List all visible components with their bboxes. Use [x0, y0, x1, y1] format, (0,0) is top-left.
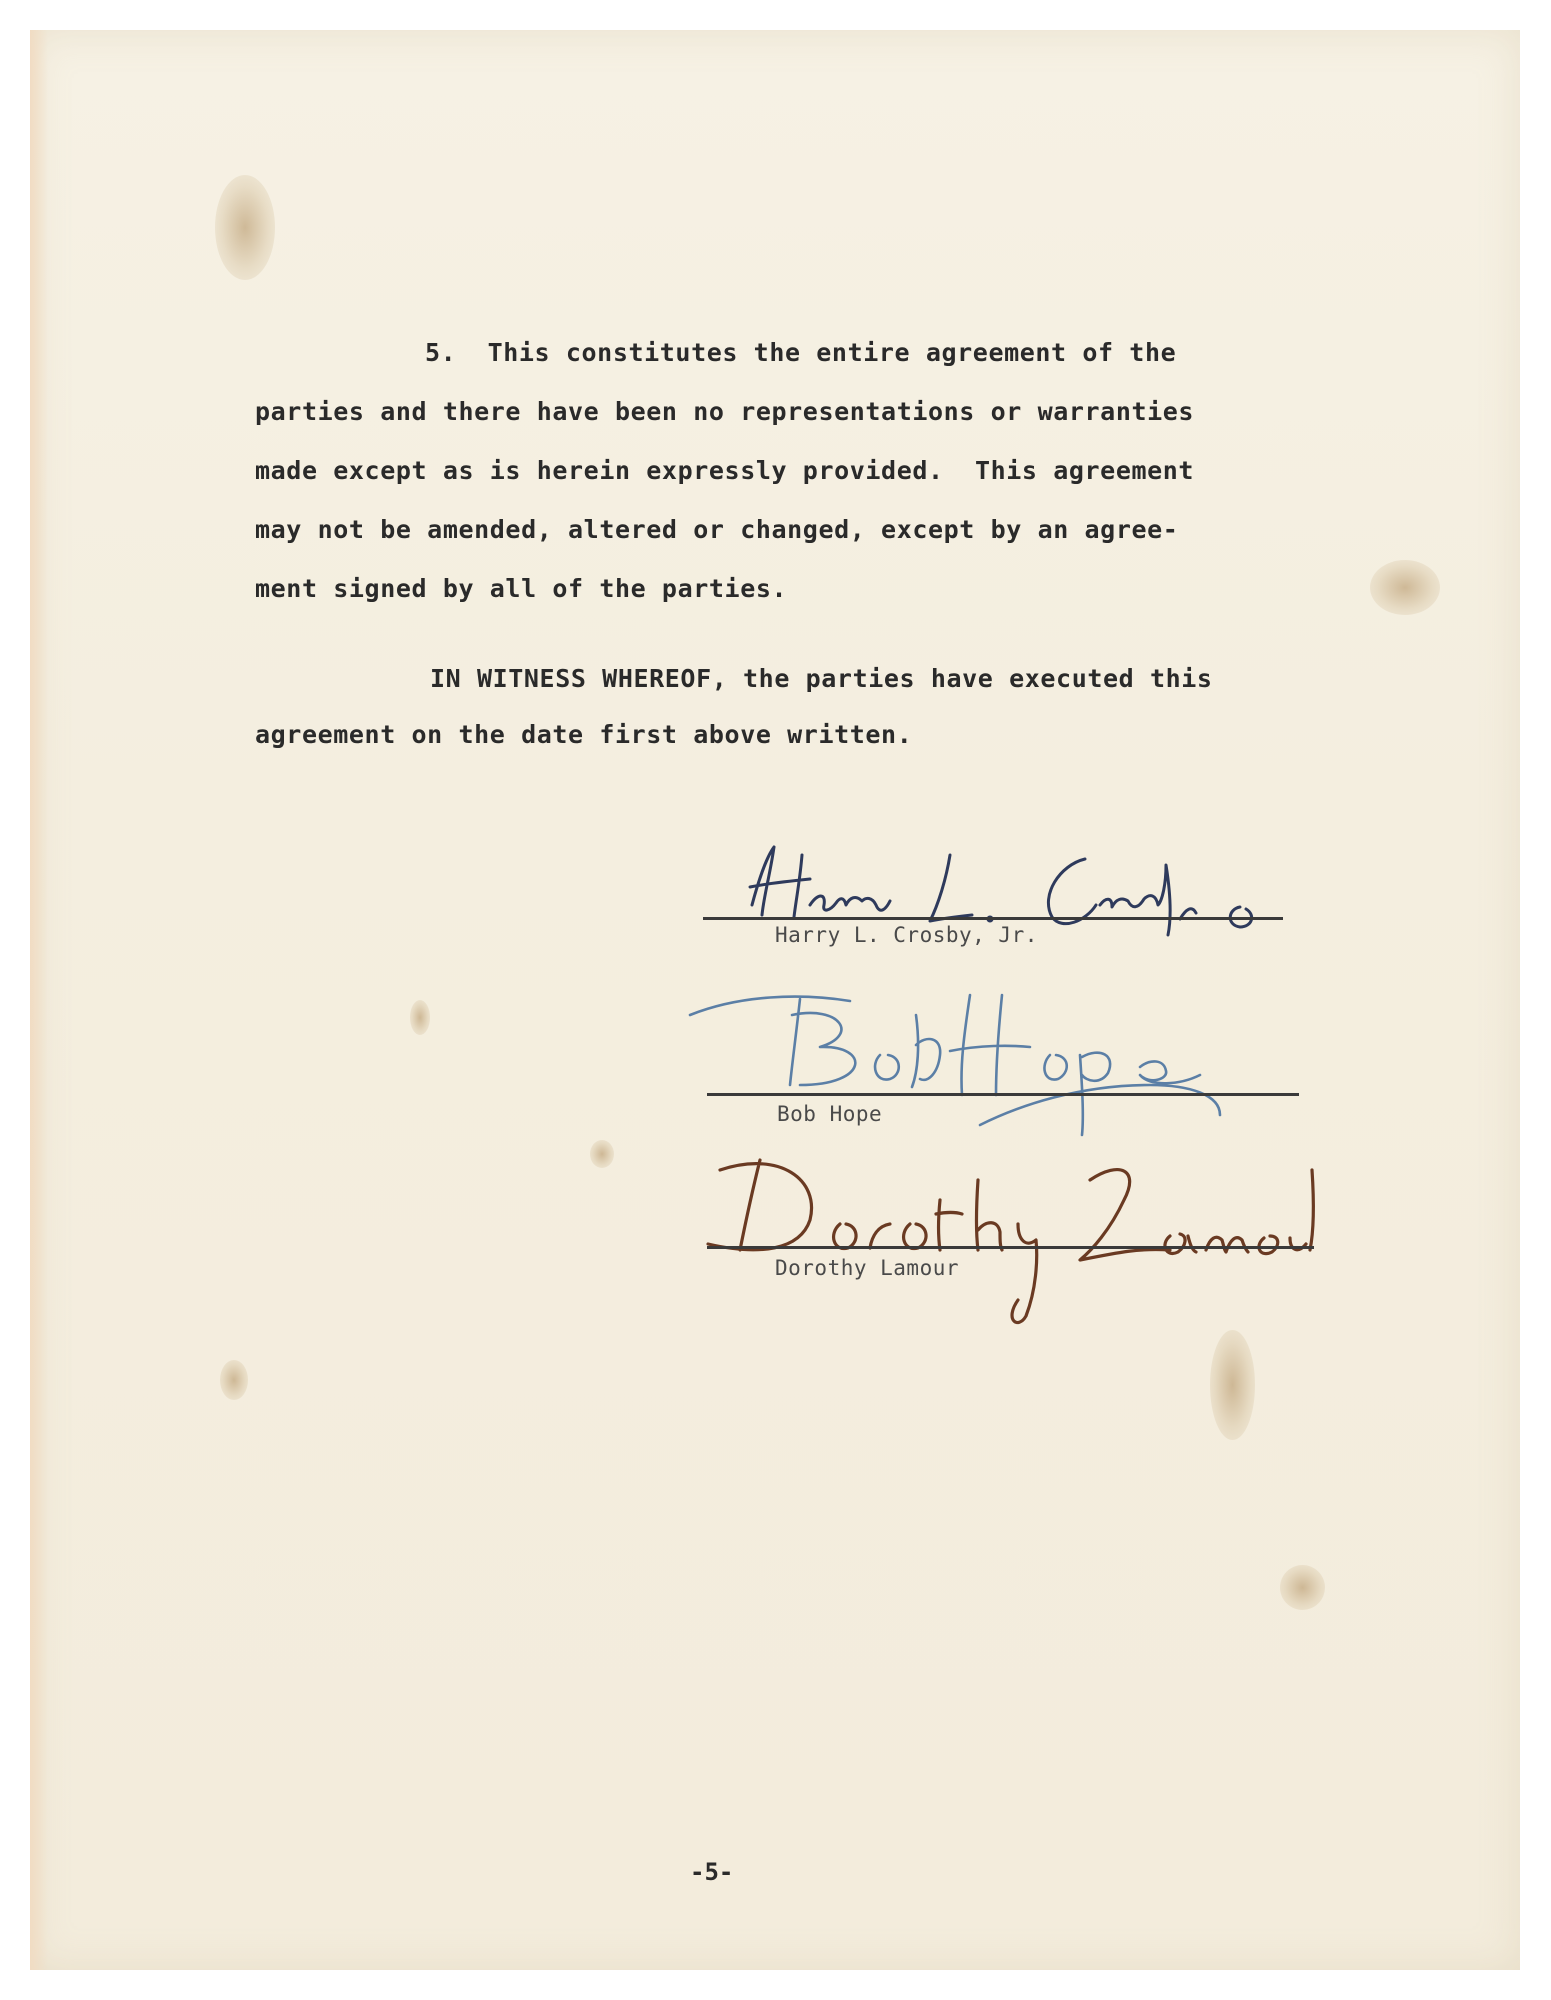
stain: [1210, 1330, 1255, 1440]
paragraph-5-line: ment signed by all of the parties.: [255, 574, 788, 603]
paper-edge: [30, 30, 48, 1970]
signatory-name: Dorothy Lamour: [775, 1256, 960, 1280]
witness-clause-line: IN WITNESS WHEREOF, the parties have executed this: [430, 664, 1213, 693]
witness-clause-line: agreement on the date first above written.: [255, 720, 913, 749]
stain: [1280, 1565, 1325, 1610]
signatory-name: Harry L. Crosby, Jr.: [775, 923, 1038, 947]
paragraph-5-line: made except as is herein expressly provided. This agreement: [255, 456, 1195, 485]
signature-line: [703, 917, 1283, 920]
stain: [410, 1000, 430, 1035]
paragraph-5-line: may not be amended, altered or changed, except by an agree-: [255, 515, 1179, 544]
signatory-name: Bob Hope: [777, 1102, 883, 1126]
signature-hope: [680, 975, 1240, 1145]
stain: [220, 1360, 248, 1400]
signature-line: [707, 1246, 1314, 1249]
signature-line: [707, 1093, 1299, 1096]
paragraph-5-line: 5. This constitutes the entire agreement of the: [425, 338, 1177, 367]
stain: [1370, 560, 1440, 615]
stain: [215, 175, 275, 280]
signature-lamour: [700, 1140, 1320, 1340]
stain: [590, 1140, 614, 1168]
page-number: -5-: [690, 1858, 734, 1886]
paragraph-5-line: parties and there have been no representations or warranties: [255, 397, 1195, 426]
